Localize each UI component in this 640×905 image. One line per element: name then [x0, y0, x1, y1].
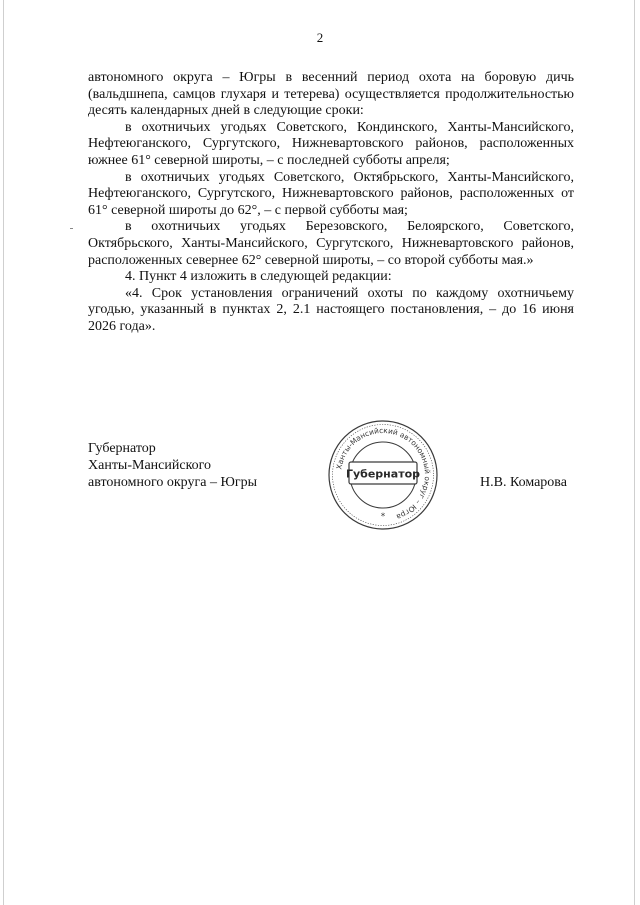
- paragraph-south-zone: в охотничьих угодьях Советского, Кондинского, Ханты-Мансийского, Нефтеюганского, Сургутского, Нижневартовского районов, расположенных южнее 61° северной широты, – с последней субботы апреля;: [88, 119, 574, 168]
- signatory-name: Н.В. Комарова: [480, 475, 567, 490]
- scan-edge-left: [3, 0, 4, 905]
- paragraph-item-4-text: «4. Срок установления ограничений охоты по каждому охотничьему угодью, указанный в пунктах 2, 2.1 настоящего постановления, – до 16 июня 2026 года».: [88, 285, 574, 334]
- paragraph-item-4: 4. Пункт 4 изложить в следующей редакции:: [125, 269, 392, 285]
- page-number: 2: [316, 30, 324, 45]
- scan-edge-right: [634, 0, 635, 905]
- position-line: автономного округа – Югры: [88, 475, 257, 490]
- paragraph-north-zone: в охотничьих угодьях Березовского, Белоярского, Советского, Октябрьского, Ханты-Мансийского, Сургутского, Нижневартовского районов, расположенных севернее 62° северной широты, – со второй субботы мая.»: [88, 219, 574, 268]
- seal-icon: [326, 418, 440, 532]
- seal-star-icon: *: [380, 512, 386, 522]
- signature-position: [88, 440, 257, 491]
- official-seal: [326, 418, 440, 532]
- document-body: [88, 70, 574, 336]
- seal-ring-text: Ханты-Мансийский автономный округ – Югра: [334, 425, 433, 522]
- position-line: Ханты-Мансийского: [88, 458, 212, 473]
- margin-mark: [70, 228, 73, 229]
- seal-center-text: Губернатор: [345, 467, 421, 481]
- paragraph-middle-zone: в охотничьих угодьях Советского, Октябрьского, Ханты-Мансийского, Нефтеюганского, Сургутского, Нижневартовского районов, расположенных от 61° северной широты до 62°, – с первой субботы мая;: [88, 169, 574, 218]
- paragraph-intro: автономного округа – Югры в весенний период охота на боровую дичь (вальдшнепа, самцов глухаря и тетерева) осуществляется продолжительностью десять календарных дней в следующие сроки:: [88, 70, 574, 119]
- position-line: Губернатор: [88, 441, 156, 456]
